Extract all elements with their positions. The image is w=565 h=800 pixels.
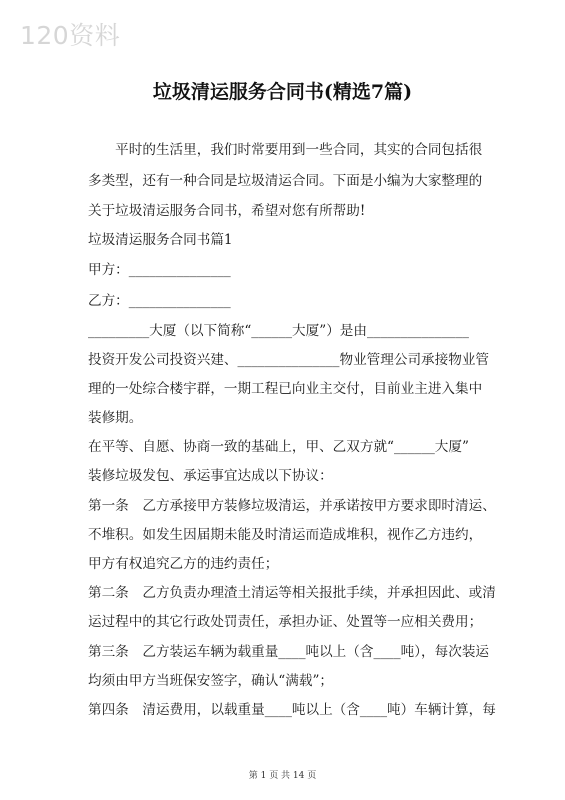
section-heading: 垃圾清运服务合同书篇1 <box>88 232 233 248</box>
party-b-field: 乙方：_______________ <box>88 293 231 309</box>
text-line: _________大厦（以下简称“______大厦”）是由_______________ <box>88 323 469 339</box>
document-title: 垃圾清运服务合同书(精选7篇) <box>152 81 413 103</box>
text-line: 运过程中的其它行政处罚责任，承担办证、处置等一应相关费用； <box>88 614 483 630</box>
text-line: 均须由甲方当班保安签字，确认“满载”； <box>88 673 333 689</box>
text-line: 理的一处综合楼宇群，一期工程已向业主交付，目前业主进入集中 <box>88 381 483 397</box>
text-line: 投资开发公司投资兴建、_______________物业管理公司承接物业管 <box>88 352 490 368</box>
text-line: 多类型，还有一种合同是垃圾清运合同。下面是小编为大家整理的 <box>88 173 483 189</box>
text-line: 平时的生活里，我们时常要用到一些合同，其实的合同包括很 <box>88 142 483 158</box>
text-line: 在平等、自愿、协商一致的基础上，甲、乙双方就“______大厦” <box>88 439 469 455</box>
clause-2: 第二条 乙方负责办理渣土清运等相关报批手续，并承担因此、或清 <box>88 585 496 601</box>
party-a-field: 甲方：_______________ <box>88 262 231 278</box>
page-footer: 第 1 页 共 14 页 <box>248 771 317 781</box>
clause-3: 第三条 乙方装运车辆为载重量____吨以上（含____吨），每次装运 <box>88 644 490 660</box>
clause-4: 第四条 清运费用，以载重量____吨以上（含____吨）车辆计算，每 <box>88 702 496 718</box>
text-line: 关于垃圾清运服务合同书，希望对您有所帮助! <box>88 203 366 219</box>
watermark-logo: 120资料 <box>20 21 121 50</box>
text-line: 甲方有权追究乙方的违约责任； <box>88 556 279 572</box>
clause-1: 第一条 乙方承接甲方装修垃圾清运，并承诺按甲方要求即时清运、 <box>88 498 496 514</box>
text-line: 装修垃圾发包、承运事宜达成以下协议： <box>88 468 333 484</box>
text-line: 不堆积。如发生因届期未能及时清运而造成堆积，视作乙方违约， <box>88 527 483 543</box>
text-line: 装修期。 <box>88 410 143 426</box>
